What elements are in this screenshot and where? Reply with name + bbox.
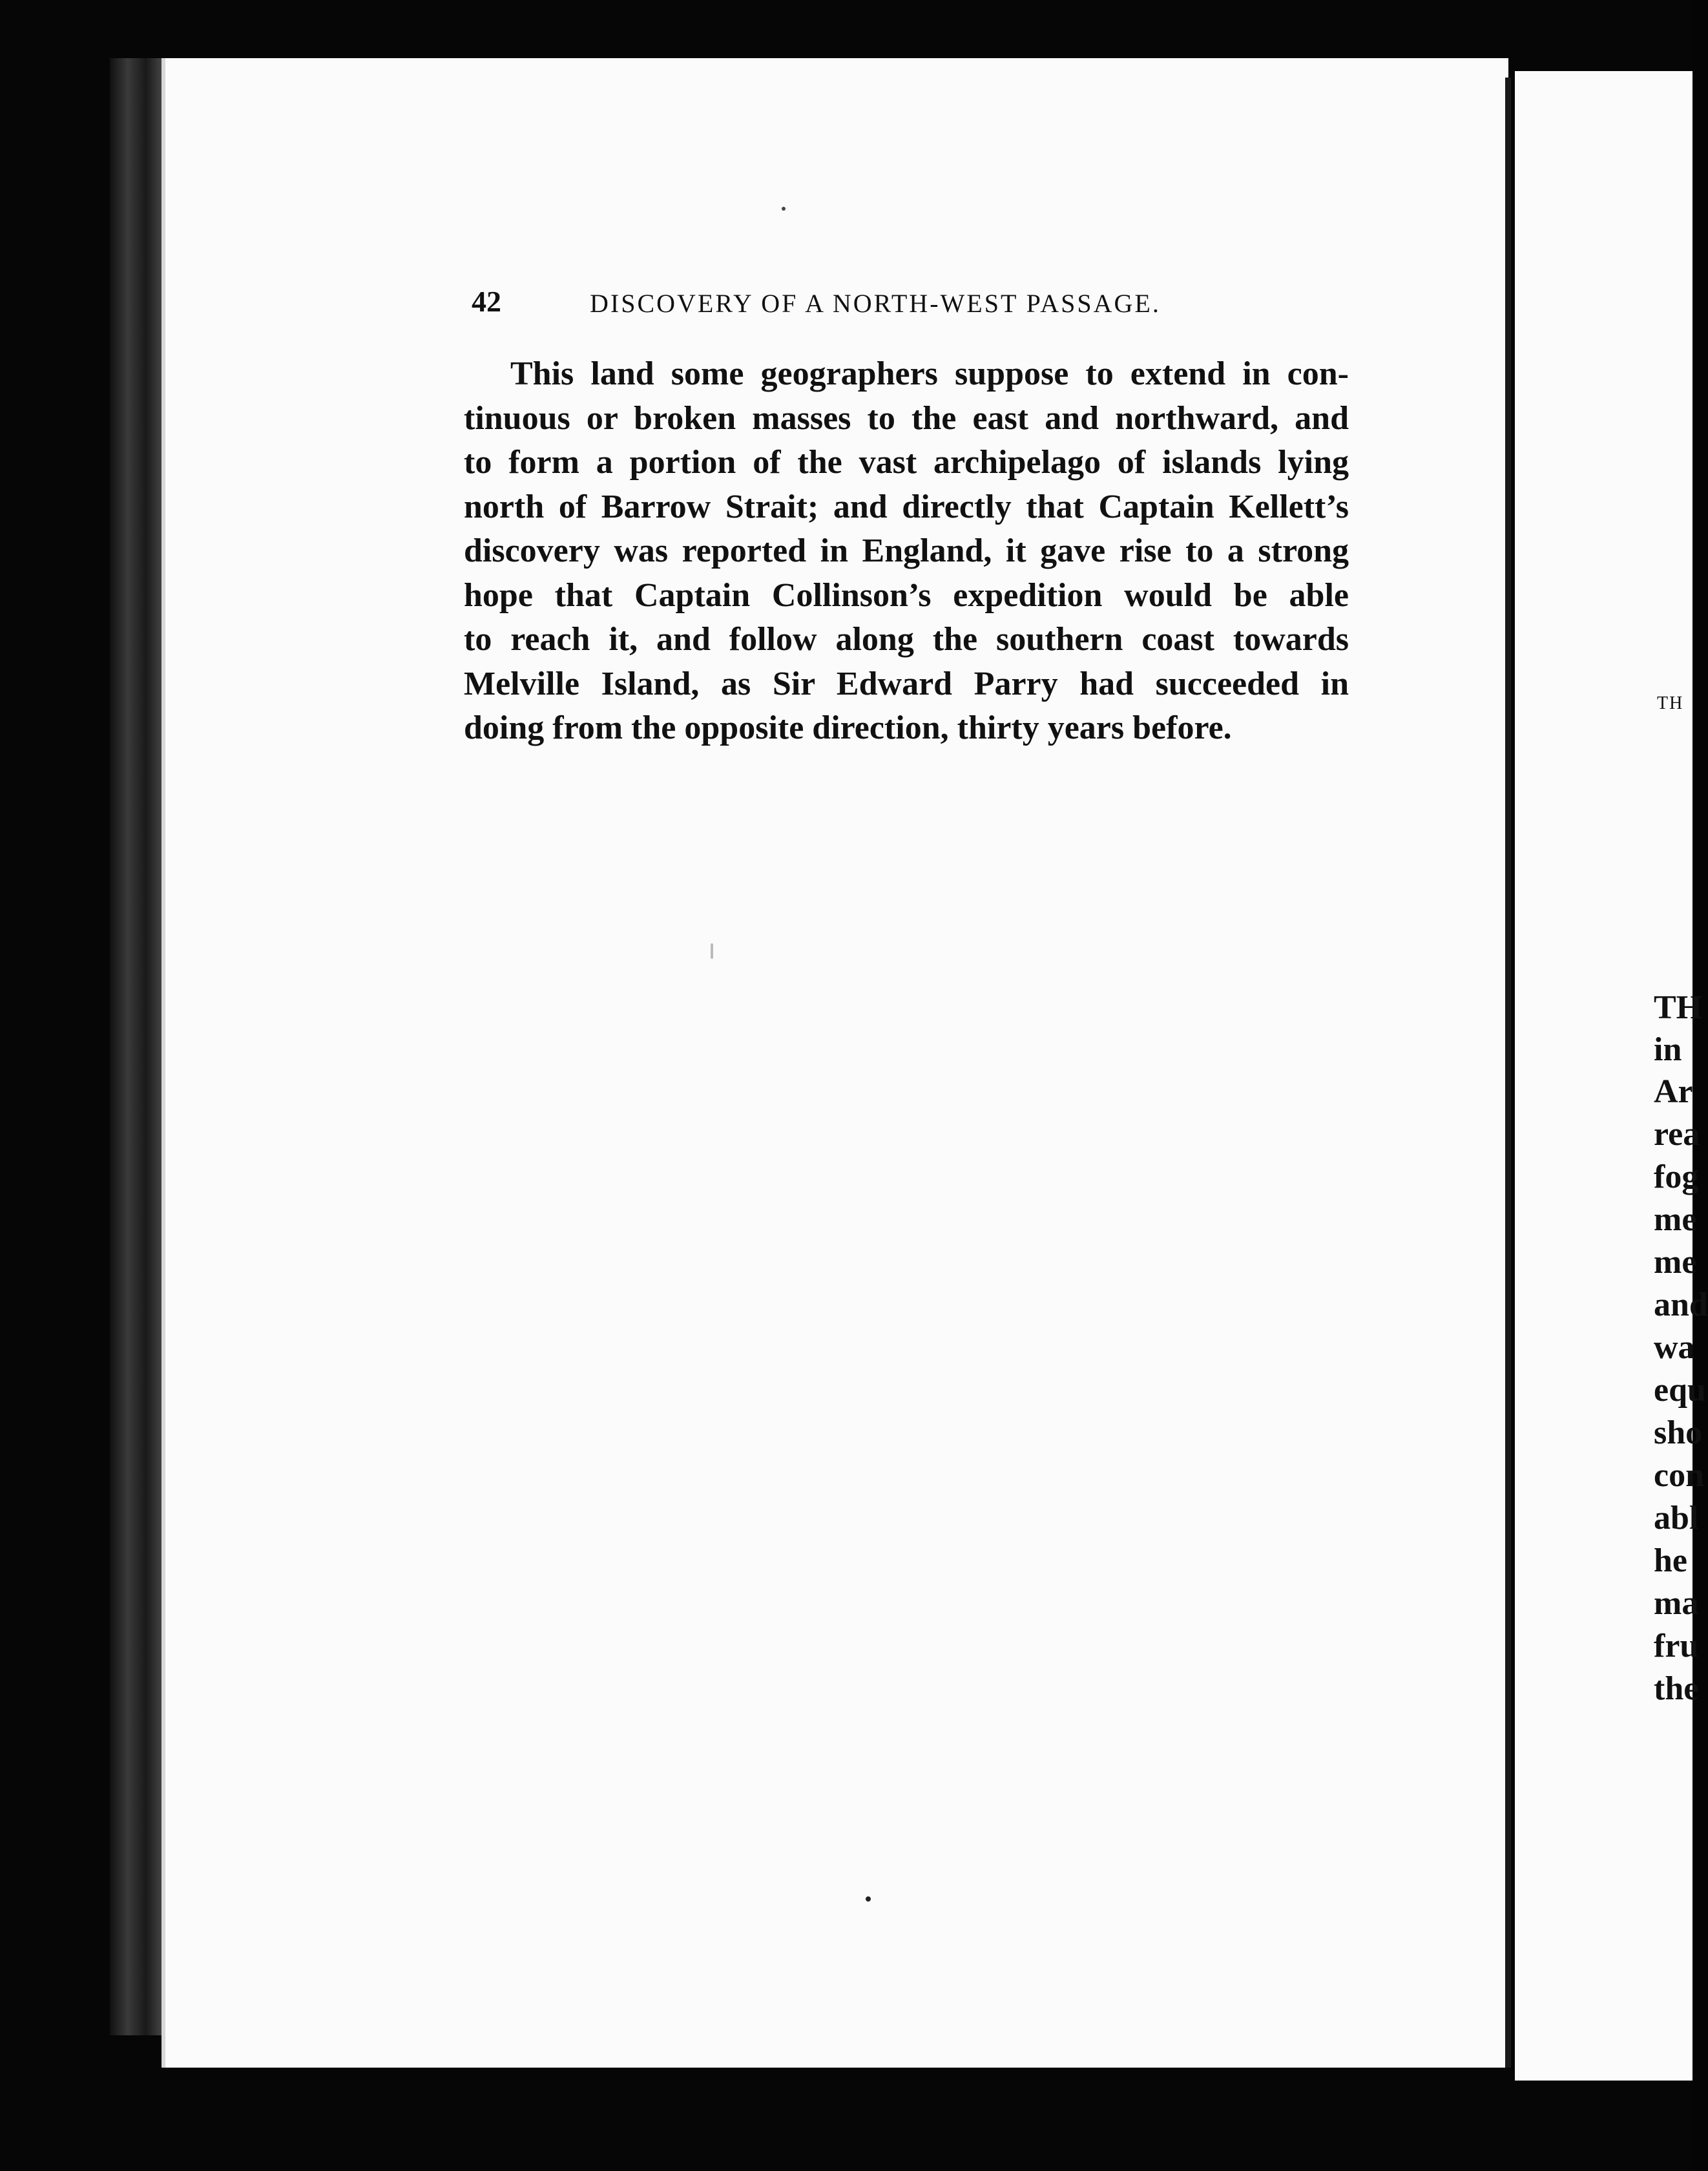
text-line: to form a portion of the vast archipelago of islands lying <box>464 444 1349 481</box>
text-line: tinuous or broken masses to the east and northward, and <box>464 399 1349 437</box>
text-line: Melville Island, as Sir Edward Parry had succeeded in <box>464 665 1349 702</box>
text-fragment: con <box>1654 1457 1704 1494</box>
text-fragment: sho <box>1654 1414 1703 1451</box>
text-line: to reach it, and follow along the southern coast towards <box>464 621 1349 658</box>
text-line: discovery was reported in England, it gave rise to a strong <box>464 532 1349 569</box>
text-fragment: TH <box>1654 989 1703 1026</box>
body-paragraph <box>464 352 1349 751</box>
text-fragment: abl <box>1654 1500 1699 1536</box>
right-page <box>1515 71 1708 2081</box>
text-fragment: in <box>1654 1031 1682 1068</box>
dust-speck <box>711 943 713 959</box>
text-line: doing from the opposite direction, thirty years before. <box>464 709 1232 746</box>
text-fragment: fru <box>1654 1628 1699 1664</box>
book-gutter <box>1505 78 1511 2068</box>
text-line: hope that Captain Collinson’s expedition would be able <box>464 576 1349 614</box>
text-line: north of Barrow Strait; and directly that Captain Kellett’s <box>464 488 1349 525</box>
text-line: This land some geographers suppose to extend in con- <box>510 355 1349 392</box>
text-fragment: equ <box>1654 1372 1706 1409</box>
text-fragment: wa <box>1654 1329 1695 1366</box>
text-fragment: Ar <box>1654 1073 1693 1110</box>
running-title: DISCOVERY OF A NORTH-WEST PASSAGE. <box>590 289 1161 318</box>
text-fragment: me <box>1654 1244 1697 1281</box>
text-fragment: fog <box>1654 1159 1699 1195</box>
text-fragment: he <box>1654 1542 1687 1579</box>
text-fragment: the <box>1654 1670 1699 1707</box>
heading-fragment: TH <box>1657 693 1684 713</box>
text-fragment: me <box>1654 1201 1697 1238</box>
text-fragment: ma <box>1654 1585 1699 1622</box>
right-page-text-fragments <box>1515 71 1708 2081</box>
running-head <box>472 284 1331 330</box>
page-number: 42 <box>472 285 501 318</box>
dust-speck <box>866 1896 871 1902</box>
text-fragment: and <box>1654 1286 1708 1323</box>
text-fragment: rea <box>1654 1116 1700 1153</box>
dust-speck <box>782 207 786 211</box>
